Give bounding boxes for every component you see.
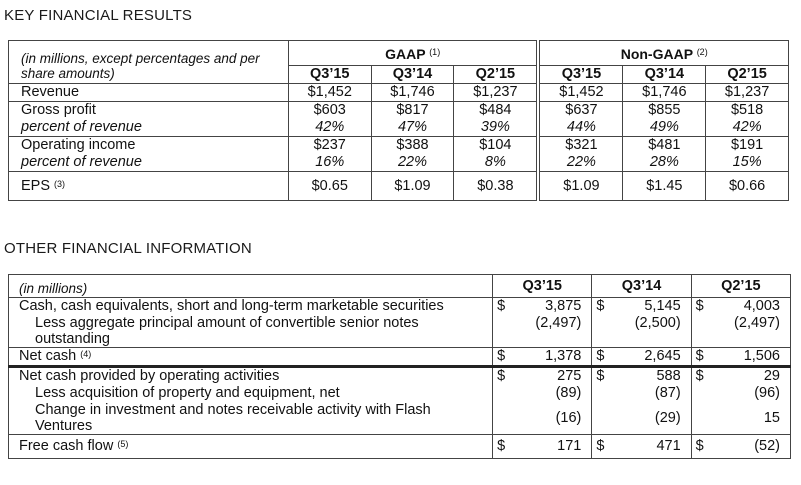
column-header: Q2’15 <box>454 66 539 84</box>
cell: 42% <box>706 119 789 137</box>
cell: $484 <box>454 102 539 120</box>
table-row <box>9 102 789 120</box>
row-label: Net cash $^{(4)}$ <box>9 348 493 367</box>
cell: $388 <box>371 137 454 155</box>
cell: 1,506 <box>709 348 791 367</box>
table-row <box>9 367 791 386</box>
cell: $0.66 <box>706 172 789 201</box>
column-header: Q2’15 <box>691 275 790 298</box>
key-financial-results-table <box>8 40 789 201</box>
key-financial-results-title: KEY FINANCIAL RESULTS <box>4 7 193 24</box>
other-financial-information-title: OTHER FINANCIAL INFORMATION <box>4 240 252 257</box>
table-row <box>9 402 791 435</box>
cell: 49% <box>623 119 706 137</box>
cell: (29) <box>654 409 681 426</box>
gaap-header: GAAP $^{(1)}$ <box>288 41 538 66</box>
table-row <box>9 298 791 316</box>
cell: $1,746 <box>371 84 454 102</box>
cell: 8% <box>454 154 539 172</box>
currency-symbol: $ <box>493 435 511 459</box>
table-row <box>9 385 791 402</box>
cell: $1,452 <box>538 84 623 102</box>
currency-symbol: $ <box>691 298 709 316</box>
cell: 28% <box>623 154 706 172</box>
table-row <box>9 84 789 102</box>
cell: $1,237 <box>454 84 539 102</box>
currency-symbol: $ <box>592 348 610 367</box>
column-header: Q3’15 <box>493 275 592 298</box>
cell: (87) <box>654 385 681 401</box>
cell: 3,875 <box>510 298 591 316</box>
currency-symbol: $ <box>592 367 610 386</box>
other-financial-information-table <box>8 274 791 459</box>
table-row <box>9 119 789 137</box>
cell: 15% <box>706 154 789 172</box>
row-label: Less acquisition of property and equipment, net <box>35 385 340 401</box>
table-row <box>9 315 791 348</box>
cell: 44% <box>538 119 623 137</box>
cell: (2,497) <box>535 315 582 331</box>
cell: 16% <box>288 154 371 172</box>
cell: 471 <box>610 435 691 459</box>
cell: $1,237 <box>706 84 789 102</box>
row-label: percent of revenue <box>21 154 142 170</box>
column-header: Q3’14 <box>371 66 454 84</box>
currency-symbol: $ <box>592 298 610 316</box>
column-header: Q2’15 <box>706 66 789 84</box>
cell: 39% <box>454 119 539 137</box>
cell: $1.09 <box>538 172 623 201</box>
cell: (2,500) <box>634 315 681 331</box>
row-label: Revenue <box>21 84 80 100</box>
cell: $191 <box>706 137 789 155</box>
cell: 588 <box>610 367 691 386</box>
cell: $1.09 <box>371 172 454 201</box>
cell: (52) <box>709 435 791 459</box>
currency-symbol: $ <box>691 435 709 459</box>
currency-symbol: $ <box>691 348 709 367</box>
column-header: Q3’15 <box>288 66 371 84</box>
cell: $637 <box>538 102 623 120</box>
cell: (16) <box>555 409 582 426</box>
non-gaap-header: Non-GAAP $^{(2)}$ <box>538 41 788 66</box>
row-label: Operating income <box>9 137 289 155</box>
row-label: Gross profit <box>9 102 289 120</box>
cell: $817 <box>371 102 454 120</box>
table-row <box>9 172 789 201</box>
cell: 4,003 <box>709 298 791 316</box>
cell: 2,645 <box>610 348 691 367</box>
cell: $481 <box>623 137 706 155</box>
cell: (89) <box>555 385 582 401</box>
cell: $0.38 <box>454 172 539 201</box>
cell: $603 <box>288 102 371 120</box>
cell: $1,452 <box>288 84 371 102</box>
cell: 275 <box>510 367 591 386</box>
units-note: (in millions, except percentages and per share amounts) <box>21 51 260 81</box>
row-label: Less aggregate principal amount of convertible senior notes outstanding <box>35 315 419 347</box>
currency-symbol: $ <box>493 298 511 316</box>
cell: 171 <box>510 435 591 459</box>
cell: $518 <box>706 102 789 120</box>
cell: 22% <box>371 154 454 172</box>
cell: 1,378 <box>510 348 591 367</box>
cell: 42% <box>288 119 371 137</box>
currency-symbol: $ <box>493 367 511 386</box>
column-header: Q3’14 <box>623 66 706 84</box>
cell: $104 <box>454 137 539 155</box>
currency-symbol: $ <box>592 435 610 459</box>
column-header: Q3’14 <box>592 275 691 298</box>
table-row <box>9 435 791 459</box>
cell: $237 <box>288 137 371 155</box>
currency-symbol: $ <box>493 348 511 367</box>
row-label: Cash, cash equivalents, short and long-term marketable securities <box>9 298 493 316</box>
units-note: (in millions) <box>19 281 88 296</box>
row-label: EPS $^{(3)}$ <box>9 172 289 201</box>
cell: 29 <box>709 367 791 386</box>
row-label: Free cash flow $^{(5)}$ <box>9 435 493 459</box>
cell: $321 <box>538 137 623 155</box>
cell: 5,145 <box>610 298 691 316</box>
cell: (96) <box>754 385 780 401</box>
column-header: Q3’15 <box>538 66 623 84</box>
cell: (2,497) <box>734 315 780 331</box>
table-row <box>9 154 789 172</box>
row-label: percent of revenue <box>21 119 142 135</box>
cell: $1.45 <box>623 172 706 201</box>
cell: $0.65 <box>288 172 371 201</box>
cell: 47% <box>371 119 454 137</box>
table-row <box>9 348 791 367</box>
cell: 15 <box>763 409 780 426</box>
cell: $1,746 <box>623 84 706 102</box>
row-label: Net cash provided by operating activities <box>9 367 493 386</box>
table-row <box>9 137 789 155</box>
cell: $855 <box>623 102 706 120</box>
row-label: Change in investment and notes receivable activity with Flash Ventures <box>35 402 431 434</box>
cell: 22% <box>538 154 623 172</box>
currency-symbol: $ <box>691 367 709 386</box>
